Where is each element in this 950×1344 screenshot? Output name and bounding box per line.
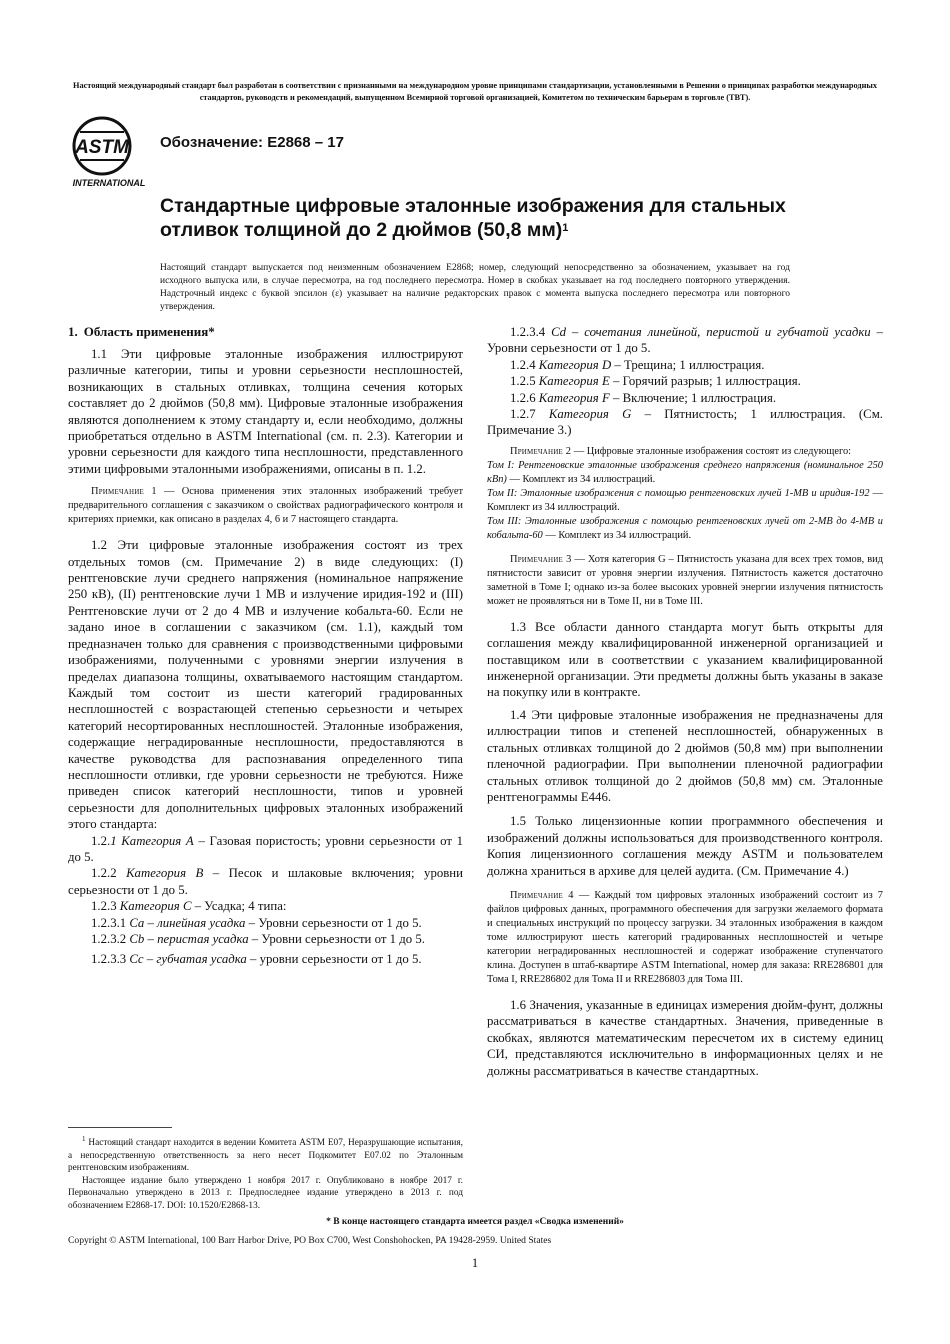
list-item-1-2-1: 1.2.1 Категория A – Газовая пористость; уровни серьезности от 1 до 5.	[68, 833, 463, 864]
section-heading: 1. Область применения*	[68, 324, 215, 339]
note-1: Примечание 1 — Основа применения этих эталонных изображений требует предварительного соглашения с заказчиком о свойствах радиографического контроля и критериях приемки, как описано в разделах 4, 6 и 7 настоящего стандарта.	[68, 486, 463, 526]
right-column	[487, 324, 883, 1079]
paragraph-1-1: 1.1 Эти цифровые эталонные изображения иллюстрируют различные категории, типы и уровни серьезности несплошностей, возникающих в стальных отливках, толщина сечения которых составляет до 2 дюймов (50,8 мм). Цифровые эталонные изображения являются дополнением к этому стандарту и, если необходимо, должны приобретаться отдельно в ASTM International (см. п. 2.3). Категории и уровни серьезности для каждого типа несплошности, представленного этими цифровыми эталонными изображениями, описаны в п. 1.2.	[68, 347, 463, 476]
footnote-1: $^1$ Настоящий стандарт находится в ведении Комитета ASTM E07, Неразрушающие испытания, а непосредственную ответственность за него несет Подкомитет E07.02 по Эталонным рентгеновским изображениям.	[68, 1135, 463, 1174]
paragraph-1-3: 1.3 Все области данного стандарта могут быть открыты для соглашения между квалифицированной инженерной организацией и поставщиком или в соответствии с указанием квалифицированной инженерной организации. Эти предметы должны быть указаны в заказе на покупку или в контракте.	[487, 619, 883, 700]
list-item-1-2-3-4: 1.2.3.4 Cd – сочетания линейной, перистой и губчатой усадки – Уровни серьезности от 1 до 5.	[487, 325, 883, 356]
paragraph-1-6: 1.6 Значения, указанные в единицах измерения дюйм-фунт, должны рассматриваться в качестве стандартных. Значения, приведенные в скобках, являются математическим пересчетом их в систему единиц СИ, представляются исключительно в информационных целях и не должны рассматриваться в качестве стандартных.	[487, 997, 883, 1078]
list-item-1-2-5: 1.2.5 Категория E – Горячий разрыв; 1 иллюстрация.	[510, 374, 801, 389]
list-item-1-2-3-1: 1.2.3.1 Ca – линейная усадка – Уровни серьезности от 1 до 5.	[91, 915, 422, 930]
list-item-1-2-3: 1.2.3 Категория C – Усадка; 4 типа:	[91, 899, 287, 914]
designation: Обозначение: E2868 – 17	[160, 134, 344, 151]
paragraph-1-2: 1.2 Эти цифровые эталонные изображения состоят из трех отдельных томов (см. Примечание 2) в виде следующих: (I) рентгеновские лучи среднего напряжения (номинальное напряжение 250 кВ), (II) рентгеновские лучи 1 МВ и излучение иридия-192 и (III) Рентгеновские лучи от 2 до 4 МВ и излучение кобальта-60. Если не задано иное в соглашении с заказчиком (см. 1.1), каждый том предназначен только для сравнения с производственными цифровыми изображениями, полученными с уровнями энергии излучения в пределах диапазона толщины, охватываемого настоящим стандартом. Каждый том состоит из шести категорий градированных несплошностей с возрастающей степенью серьезности и четырех категорий несортированных несплошностей. Эталонные изображения, содержащие неградированные несплошности, предоставляются в качестве руководства для распознавания определенного типа несплошности отливки, где уровни серьезности не требуются. Ниже приведен список категорий несплошности, типов и уровней серьезности для дополнительных цифровых эталонных изображений этого стандарта:	[68, 538, 463, 832]
left-column	[68, 324, 463, 968]
intro-paragraph: Настоящий стандарт выпускается под неизменным обозначением E2868; номер, следующий непосредственно за обозначением, указывает на год исходного выпуска или, в случае пересмотра, на год последнего пересмотра. Номер в скобках указывает на год последнего повторного утверждения. Надстрочный индекс с буквой эпсилон (ε) указывает на наличие редакторских правок с момента выпуска последнего пересмотра или повторного утверждения.	[160, 263, 790, 312]
list-item-1-2-4: 1.2.4 Категория D – Трещина; 1 иллюстрация.	[510, 357, 765, 372]
copyright: Copyright © ASTM International, 100 Barr Harbor Drive, PO Box C700, West Conshohocken, PA 19428-2959. United States	[68, 1235, 552, 1246]
list-item-1-2-2: 1.2.2 Категория B – Песок и шлаковые включения; уровни серьезности от 1 до 5.	[68, 866, 463, 897]
list-item-1-2-3-3: 1.2.3.3 Cc – губчатая усадка – уровни серьезности от 1 до 5.	[91, 952, 422, 967]
document-title: Стандартные цифровые эталонные изображения для стальных отливок толщиной до 2 дюймов (50,8 мм)$^1$	[160, 195, 786, 241]
page-number: 1	[471, 1256, 479, 1270]
logo-subtext: INTERNATIONAL	[72, 178, 146, 188]
astm-logo	[66, 112, 152, 190]
paragraph-1-4: 1.4 Эти цифровые эталонные изображения не предназначены для иллюстрации типов и степеней несплошностей, обнаруженных в стальных отливках толщиной до 2 дюймов (50,8 мм) при выполнении пленочной радиографии. При выполнении пленочной радиографии стальных отливок толщиной до 2 дюймов (50,8 мм) см. Эталонные рентгенограммы E446.	[487, 707, 883, 804]
list-item-1-2-6: 1.2.6 Категория F – Включение; 1 иллюстрация.	[510, 390, 777, 405]
header-notice: Настоящий международный стандарт был разработан в соответствии с признанными на международном уровне принципами стандартизации, установленными в Решении о принципах разработки международных стандартов, руководств и рекомендаций, выпущенном Всемирной торговой организацией, Комитетом по техническим барьерам в торговле (ТВТ).	[73, 81, 877, 102]
footnotes	[68, 1133, 463, 1213]
footnote-divider	[68, 1127, 172, 1128]
footnote-edition: Настоящее издание было утверждено 1 ноября 2017 г. Опубликовано в ноябре 2017 г. Первоначально утверждено в 2013 г. Предпоследнее издание утверждено в 2013 г. под обозначением E2868-17. DOI: 10.1520/E2868-13.	[68, 1175, 463, 1212]
note-2-volume-2: Том II: Эталонные изображения с помощью рентгеновских лучей 1-МВ и иридия-192 — Комплект из 34 иллюстраций.	[487, 487, 883, 513]
list-item-1-2-7: 1.2.7 Категория G – Пятнистость; 1 иллюстрация. (См. Примечание 3.)	[487, 407, 883, 438]
title-footnote-ref: 1	[562, 222, 569, 234]
note-3: Примечание 3 — Хотя категория G – Пятнистость указана для всех трех томов, вид пятнистости зависит от уровня энергии излучения. Пятнистость кажется достаточно заметной в Томе I; однако из-за более высоких уровней энергии излучения пятнистость может не проявляться ни в Томе II, ни в Томе III.	[487, 553, 883, 607]
note-2: Примечание 2 — Цифровые эталонные изображения состоят из следующего:	[510, 445, 852, 457]
list-item-1-2-3-2: 1.2.3.2 Cb – перистая усадка – Уровни серьезности от 1 до 5.	[91, 932, 425, 946]
summary-of-changes-note: * В конце настоящего стандарта имеется раздел «Сводка изменений»	[326, 1217, 624, 1227]
logo-text: ASTM	[75, 137, 129, 158]
note-2-volume-1: Том I: Рентгеновские эталонные изображения среднего напряжения (номинальное 250 кВп) — Комплект из 34 иллюстраций.	[487, 459, 883, 485]
note-4: Примечание 4 — Каждый том цифровых эталонных изображений состоит из 7 файлов цифровых данных, программного обеспечения для загрузки желаемого формата и специальных инструкций по процессу загрузки. 34 эталонных изображения в каждом томе иллюстрируют шесть категорий градированных несплошностей и четыре категории неградированных несплошностей и содержат изображение ступенчатого клина. Доступен в штаб-квартире ASTM International, номер для заказа: RRE286801 для Тома I, RRE286802 для Тома II и RRE286803 для Тома III.	[487, 889, 884, 985]
note-2-volume-3: Том III: Эталонные изображения с помощью рентгеновских лучей от 2-МВ до 4-МВ и кобальта-60 — Комплект из 34 иллюстраций.	[487, 515, 883, 541]
paragraph-1-5: 1.5 Только лицензионные копии программного обеспечения и изображений должны использоваться для производственного контроля. Копия лицензионного соглашения между ASTM и пользователем должна храниться в архиве для целей аудита. (См. Примечание 4.)	[487, 814, 883, 878]
